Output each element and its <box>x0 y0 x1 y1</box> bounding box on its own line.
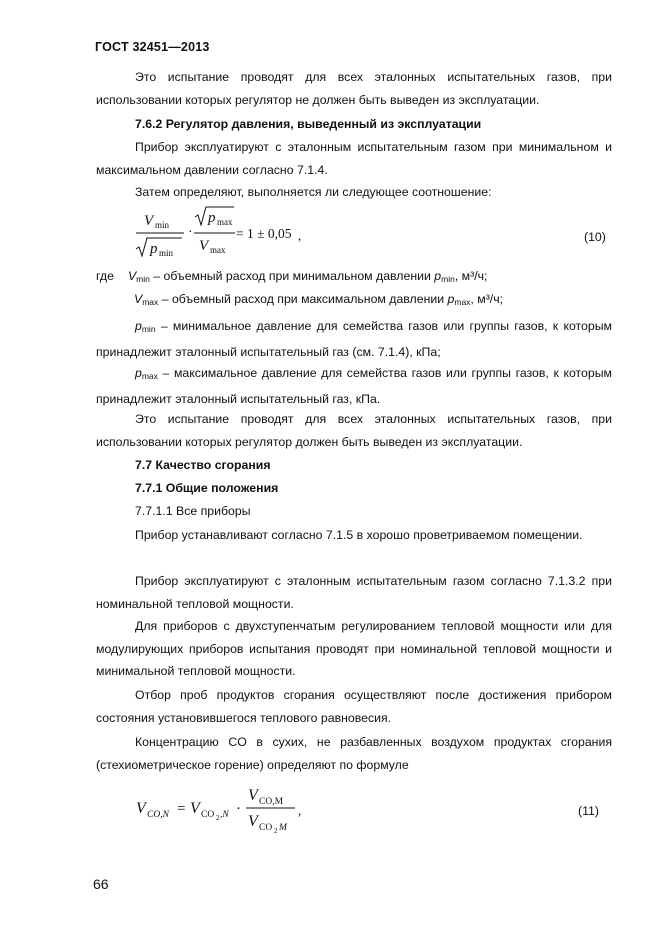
equation-11-number: (11) <box>578 804 599 818</box>
paragraph-5: Прибор устанавливают согласно 7.1.5 в хорошо проветриваемом помещении. <box>135 528 583 542</box>
paragraph-4: Это испытание проводят для всех эталонных испытательных газов, при использовании которых регулятор должен быть выведен из эксплуатации. <box>96 412 612 449</box>
eq10-pmax-sub: max <box>217 217 233 227</box>
pmin-symbol: p <box>135 319 142 333</box>
document-header: ГОСТ 32451—2013 <box>95 40 210 54</box>
pmax-text: – максимальное давление для семейства газов или группы газов, к которым принадлежит эталонный испытательный газ, кПа. <box>96 366 612 406</box>
vmax-tail: , м³/ч; <box>470 292 504 306</box>
eq11-co2-two: 2 <box>216 814 220 822</box>
paragraph-8: Отбор проб продуктов сгорания осуществляют после достижения прибором состояния установившегося теплового равновесия. <box>96 688 612 725</box>
eq11-v-co-num: V <box>248 787 258 804</box>
eq10-vmax-sym: V <box>199 238 209 254</box>
vmin-symbol: V <box>127 269 137 283</box>
pmin-subscript: min <box>141 324 156 334</box>
vmax-symbol: V <box>134 292 143 306</box>
vmax-text: – объемный расход при максимальном давлении <box>158 292 448 306</box>
section-heading-7-7: 7.7 Качество сгорания <box>135 458 271 472</box>
definition-pmax <box>96 362 612 410</box>
eq11-co2-pre: CO <box>201 810 215 820</box>
eq11-co2m-two: 2 <box>274 827 278 835</box>
vmin-tail: , м³/ч; <box>454 269 488 283</box>
eq11-dot: · <box>236 801 241 817</box>
paragraph-6: Прибор эксплуатируют с эталонным испытательным газом согласно 7.1.3.2 при номинальной тепловой мощности. <box>96 574 612 611</box>
vmin-subscript: min <box>136 274 150 284</box>
paragraph-2: Прибор эксплуатируют с эталонным испытательным газом при минимальном и максимальном давлении согласно 7.1.4. <box>96 140 612 177</box>
eq10-vmax-sub: max <box>210 245 226 255</box>
eq10-dot: · <box>188 225 193 240</box>
eq10-pmin-sym: p <box>150 241 158 257</box>
vmax-subscript: max <box>142 297 159 307</box>
eq11-co2m-post: M <box>279 823 287 833</box>
section-heading-7-7-1: 7.7.1 Общие положения <box>135 481 279 495</box>
eq11-v-co2-den: V <box>248 813 258 830</box>
vmax-p-subscript: max <box>454 297 471 307</box>
eq11-co-m-sub: CO,M <box>259 797 284 807</box>
eq11-v-lhs: V <box>136 800 146 817</box>
eq11-co2m-pre: CO <box>259 823 273 833</box>
eq11-v-co2: V <box>190 800 200 817</box>
equation-10-number: (10) <box>584 230 606 244</box>
eq11-equals: = <box>177 801 186 817</box>
paragraph-7: Для приборов с двухступенчатым регулированием тепловой мощности или для модулирующих приборов испытания проводят при номинальной тепловой мощности и минимальной тепловой мощности. <box>96 619 612 678</box>
definition-vmin <box>96 265 612 291</box>
vmin-p-symbol: p <box>434 269 442 283</box>
eq10-vmin-sub: min <box>155 220 170 230</box>
eq10-pmax-sym: p <box>208 210 216 226</box>
definition-pmin <box>96 315 612 363</box>
page-number: 66 <box>93 876 109 892</box>
equation-10 <box>132 205 612 263</box>
equation-10-formula <box>132 205 352 263</box>
eq10-comma: , <box>298 228 302 243</box>
equation-11-formula <box>132 780 332 838</box>
eq11-comma: , <box>298 803 302 818</box>
paragraph-1: Это испытание проводят для всех эталонных испытательных газов, при использовании которых регулятор не должен быть выведен из эксплуатации. <box>96 70 612 107</box>
vmin-p-subscript: min <box>441 274 455 284</box>
eq10-rhs: = 1 ± 0,05 <box>236 226 292 241</box>
equation-11 <box>132 780 612 838</box>
section-heading-7-7-1-1: 7.7.1.1 Все приборы <box>135 504 251 518</box>
vmin-text: – объемный расход при минимальном давлении <box>149 269 435 283</box>
eq10-vmin-sym: V <box>144 213 154 229</box>
where-label: где <box>96 269 114 283</box>
paragraph-3: Затем определяют, выполняется ли следующее соотношение: <box>135 185 492 199</box>
pmin-text: – минимальное давление для семейства газов или группы газов, к которым принадлежит эталонный испытательный газ (см. 7.1.4), кПа; <box>96 319 612 359</box>
paragraph-9: Концентрацию CO в сухих, не разбавленных воздухом продуктах сгорания (стехиометрическое горение) определяют по формуле <box>96 735 612 772</box>
eq11-co2-post: ,N <box>220 810 229 820</box>
section-heading-7-6-2: 7.6.2 Регулятор давления, выведенный из эксплуатации <box>135 117 482 131</box>
definition-vmax <box>134 288 612 314</box>
eq10-pmin-sub: min <box>159 248 174 258</box>
pmax-subscript: max <box>141 371 158 381</box>
eq11-co-n-sub: CO,N <box>147 810 169 820</box>
vmax-p-symbol: p <box>447 292 455 306</box>
pmax-symbol: p <box>135 366 142 380</box>
